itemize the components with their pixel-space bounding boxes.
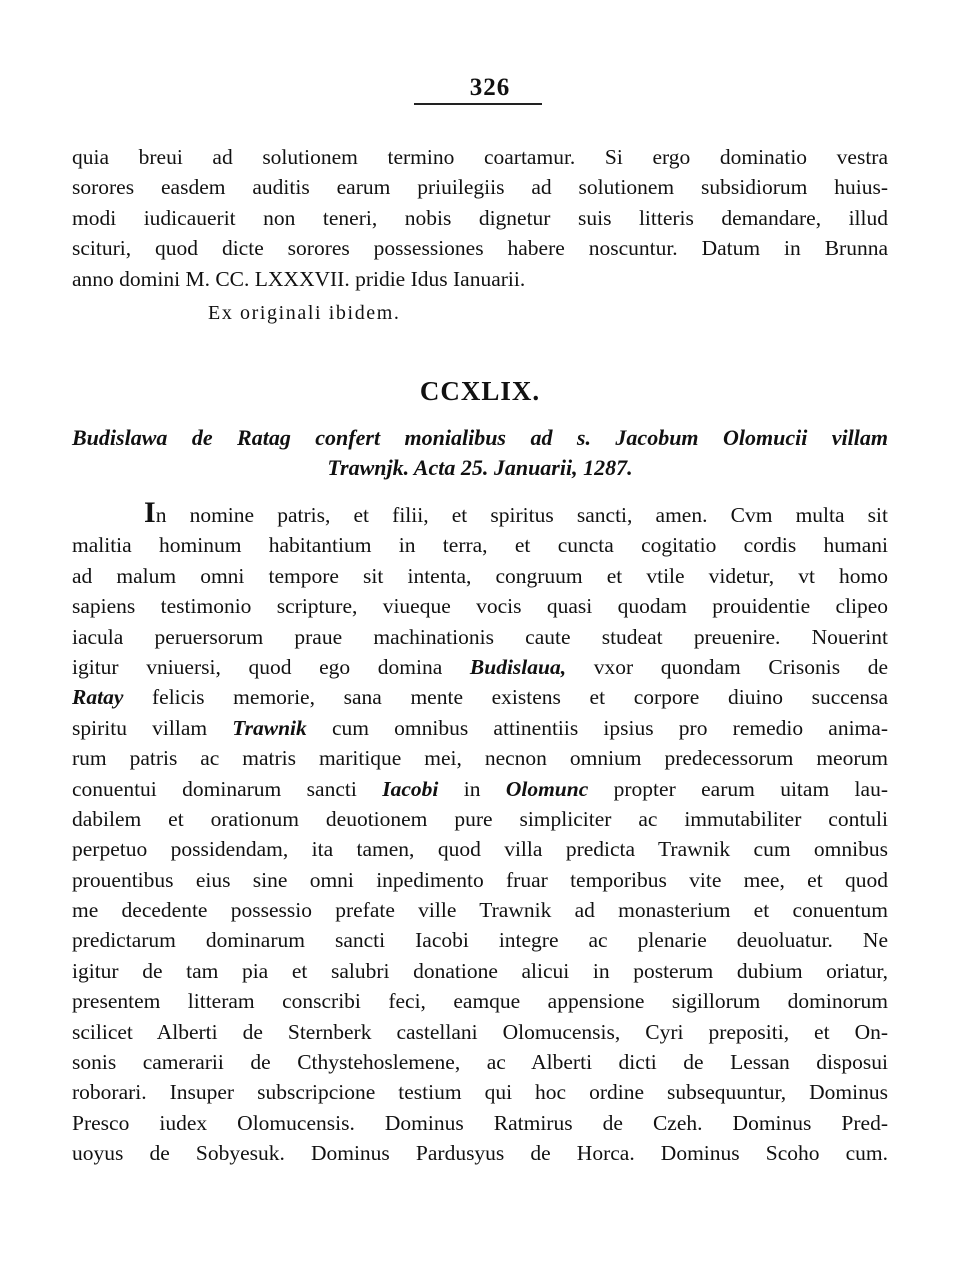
text-line [72, 652, 888, 682]
text-line [72, 500, 888, 530]
source-note: Ex originali ibidem. [208, 302, 401, 324]
text-line: presentem litteram conscribi feci, eamque appensione sigillorum dominorum [72, 989, 888, 1014]
regest-line: Budislawa de Ratag confert monialibus ad s. Jacobum Olomucii villam [72, 425, 888, 450]
text-line: igitur de tam pia et salubri donatione alicui in posterum dubium oriatur, [72, 958, 888, 983]
text-line: predictarum dominarum sancti Iacobi integre ac plenarie deuoluatur. Ne [72, 928, 888, 953]
drop-capital: I [144, 500, 156, 529]
person-name: Budislaua, [469, 654, 567, 679]
text-span: igitur vniuersi, quod ego domina [72, 654, 470, 679]
text-line: iacula peruersorum praue machinationis caute studeat preuenire. Nouerint [72, 624, 888, 649]
text-line: sapiens testimonio scripture, viueque vocis quasi quodam prouidentie clipeo [72, 594, 888, 619]
page-number-rule [414, 103, 542, 105]
page-number: 326 [469, 74, 511, 101]
text-line: ad malum omni tempore sit intenta, congruum et vtile videtur, vt homo [72, 563, 888, 588]
text-span: propter earum uitam lau- [588, 776, 888, 801]
text-line: sorores easdem auditis earum priuilegiis ad solutionem subsidiorum huius- [72, 175, 888, 200]
text-line: anno domini M. CC. LXXXVII. pridie Idus Ianuarii. [72, 266, 526, 291]
text-line: scituri, quod dicte sorores possessiones habere noscuntur. Datum in Brunna [72, 236, 888, 261]
text-line: malitia hominum habitantium in terra, et cuncta cogitatio cordis humani [72, 533, 888, 558]
text-line: uoyus de Sobyesuk. Dominus Pardusyus de Horca. Dominus Scoho cum. [72, 1141, 888, 1166]
text-line: Presco iudex Olomucensis. Dominus Ratmirus de Czeh. Dominus Pred- [72, 1110, 888, 1135]
place-name: Ratay [72, 685, 124, 710]
text-line: dabilem et orationum deuotionem pure simpliciter ac immutabiliter contuli [72, 806, 888, 831]
continuation-paragraph [72, 142, 888, 294]
text-line [72, 774, 888, 804]
text-line [72, 713, 888, 743]
text-span: n nomine patris, et filii, et spiritus sancti, amen. Cvm multa sit [155, 503, 888, 527]
regest-line: Trawnjk. Acta 25. Januarii, 1287. [327, 455, 633, 480]
place-name: Olomunc [505, 776, 589, 801]
text-span: conuentui dominarum sancti [72, 776, 383, 801]
saint-name: Iacobi [382, 776, 439, 801]
text-line: perpetuo possidendam, ita tamen, quod villa predicta Trawnik cum omnibus [72, 837, 888, 862]
text-span: vxor quondam Crisonis de [566, 654, 888, 679]
text-line [72, 682, 888, 712]
text-line: prouentibus eius sine omni inpedimento fruar temporibus vite mee, et quod [72, 867, 888, 892]
text-line: rum patris ac matris maritique mei, necnon omnium predecessorum meorum [72, 746, 888, 771]
text-span: in [438, 776, 506, 801]
text-span: spiritu villam [72, 715, 233, 740]
document-number-heading: CCXLIX. [419, 376, 541, 406]
place-name: Trawnik [232, 715, 307, 740]
text-line: quia breui ad solutionem termino coartamur. Si ergo dominatio vestra [72, 145, 888, 169]
document-regest [72, 423, 888, 483]
text-span: cum omnibus attinentiis ipsius pro remedio anima- [306, 715, 888, 740]
text-line: modi iudicauerit non teneri, nobis dignetur suis litteris demandare, illud [72, 205, 888, 230]
text-span: felicis memorie, sana mente existens et corpore diuino succensa [123, 685, 888, 710]
text-line: sonis camerarii de Cthystehoslemene, ac Alberti dicti de Lessan disposui [72, 1050, 888, 1075]
charter-body [72, 500, 888, 1169]
text-line: me decedente possessio prefate ville Trawnik ad monasterium et conuentum [72, 898, 888, 923]
text-line: scilicet Alberti de Sternberk castellani Olomucensis, Cyri prepositi, et On- [72, 1019, 888, 1044]
text-line: roborari. Insuper subscripcione testium qui hoc ordine subsequuntur, Dominus [72, 1080, 888, 1105]
